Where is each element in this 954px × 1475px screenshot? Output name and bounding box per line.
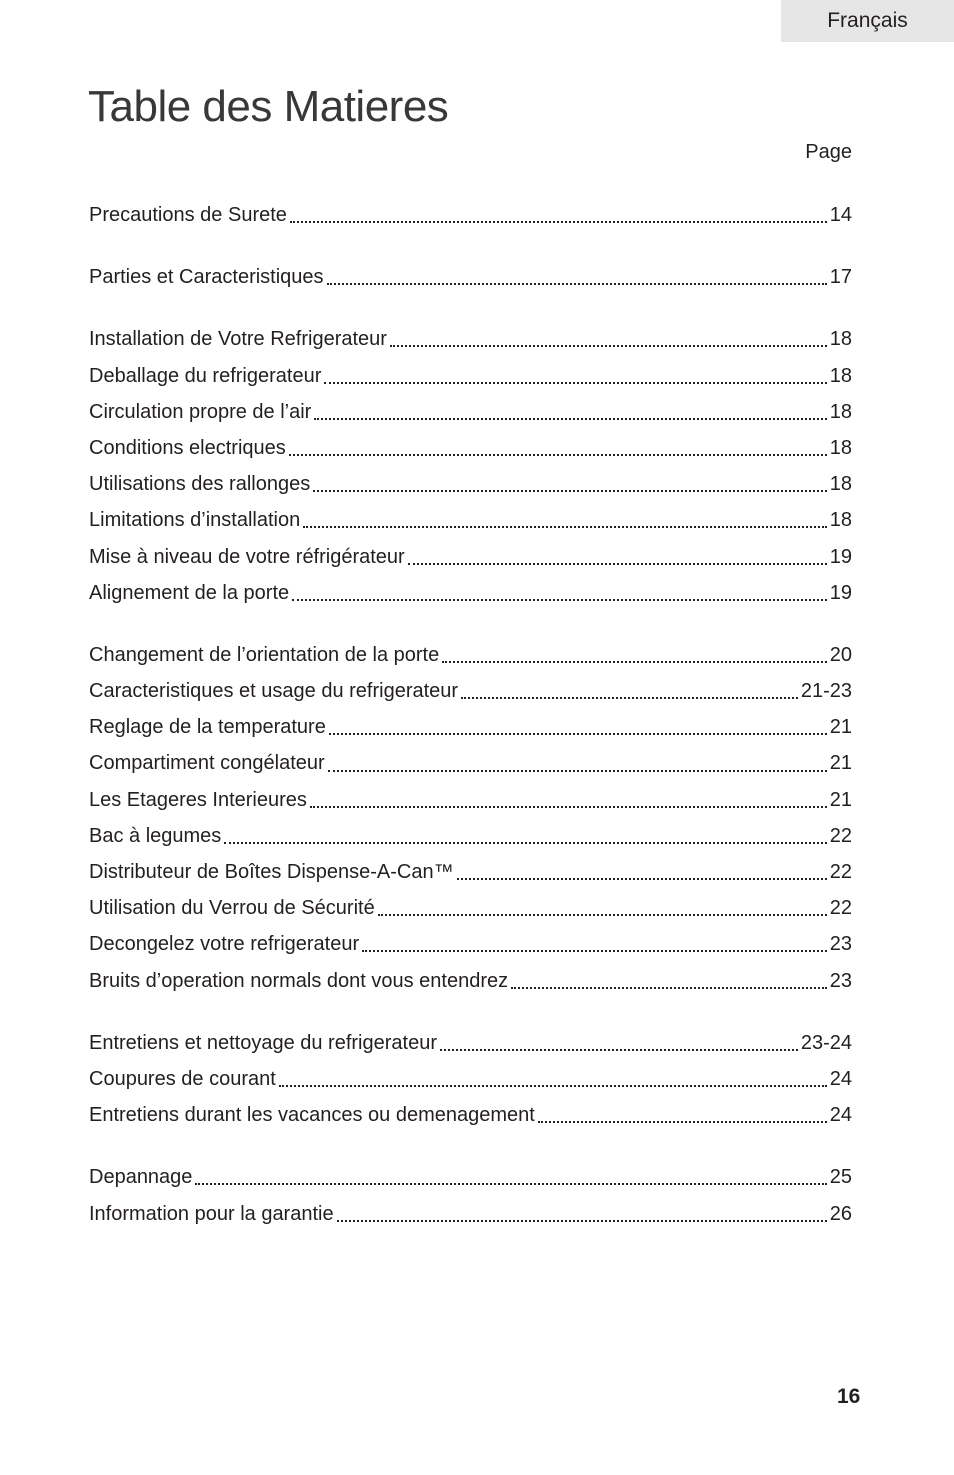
toc-entry-page: 18: [829, 509, 852, 532]
toc-entry-page: 19: [829, 545, 852, 568]
dot-leader: [461, 697, 798, 699]
toc-entry[interactable]: [89, 358, 852, 394]
toc-entry-label: Utilisation du Verrou de Sécurité: [89, 897, 375, 920]
toc-section: [89, 1159, 852, 1231]
dot-leader: [442, 661, 827, 663]
toc-entry[interactable]: [89, 575, 852, 611]
dot-leader: [457, 878, 827, 880]
toc-entry-label: Depannage: [89, 1166, 193, 1189]
toc-entry-page: 25: [829, 1166, 852, 1189]
toc-entry-label: Installation de Votre Refrigerateur: [89, 328, 387, 351]
toc-entry[interactable]: [89, 1097, 852, 1133]
toc-entry-page: 23: [829, 969, 852, 992]
dot-leader: [303, 526, 827, 528]
toc-entry-page: 18: [829, 436, 852, 459]
toc-entry-page: 18: [829, 364, 852, 387]
toc-entry-page: 22: [829, 824, 852, 847]
toc-entry-page: 21-23: [800, 680, 852, 703]
dot-leader: [329, 733, 827, 735]
toc-entry-page: 21: [829, 788, 852, 811]
toc-entry[interactable]: [89, 926, 852, 962]
toc-entry-page: 19: [829, 581, 852, 604]
language-label: Français: [827, 9, 908, 32]
dot-leader: [292, 599, 827, 601]
toc-section: [89, 259, 852, 295]
dot-leader: [378, 914, 827, 916]
dot-leader: [328, 770, 827, 772]
page-title: Table des Matieres: [88, 82, 449, 131]
toc-entry[interactable]: [89, 709, 852, 745]
dot-leader: [324, 382, 826, 384]
toc-entry-page: 23: [829, 933, 852, 956]
toc-entry-label: Coupures de courant: [89, 1067, 276, 1090]
dot-leader: [337, 1220, 827, 1222]
table-of-contents: [89, 197, 852, 1258]
toc-entry-label: Deballage du refrigerateur: [89, 364, 322, 387]
toc-entry-label: Parties et Caracteristiques: [89, 266, 324, 289]
dot-leader: [314, 418, 826, 420]
dot-leader: [289, 454, 827, 456]
toc-entry[interactable]: [89, 466, 852, 502]
toc-entry-label: Entretiens et nettoyage du refrigerateur: [89, 1031, 437, 1054]
toc-entry-label: Entretiens durant les vacances ou demenagement: [89, 1104, 535, 1127]
toc-entry-page: 21: [829, 752, 852, 775]
toc-entry[interactable]: [89, 782, 852, 818]
dot-leader: [538, 1121, 827, 1123]
toc-entry-label: Precautions de Surete: [89, 204, 287, 226]
toc-entry-page: 24: [829, 1104, 852, 1127]
toc-entry-page: 21: [829, 716, 852, 739]
toc-section: [89, 197, 852, 233]
toc-entry[interactable]: [89, 321, 852, 357]
dot-leader: [224, 842, 826, 844]
toc-entry[interactable]: [89, 539, 852, 575]
dot-leader: [362, 950, 827, 952]
dot-leader: [195, 1183, 826, 1185]
toc-entry-page: 26: [829, 1202, 852, 1225]
toc-entry[interactable]: [89, 890, 852, 926]
page-number: 16: [837, 1385, 861, 1408]
toc-entry[interactable]: [89, 745, 852, 781]
toc-entry[interactable]: [89, 854, 852, 890]
toc-entry[interactable]: [89, 259, 852, 295]
toc-entry-page: 14: [829, 204, 852, 226]
dot-leader: [310, 806, 827, 808]
toc-entry-label: Compartiment congélateur: [89, 752, 325, 775]
dot-leader: [408, 563, 827, 565]
dot-leader: [279, 1085, 827, 1087]
dot-leader: [390, 345, 827, 347]
toc-entry-label: Decongelez votre refrigerateur: [89, 933, 360, 956]
toc-entry-page: 18: [829, 400, 852, 423]
toc-entry-label: Utilisations des rallonges: [89, 473, 311, 496]
dot-leader: [290, 221, 827, 223]
toc-entry[interactable]: [89, 197, 852, 233]
toc-entry-label: Mise à niveau de votre réfrigérateur: [89, 545, 405, 568]
toc-entry-page: 20: [829, 643, 852, 666]
dot-leader: [511, 987, 827, 989]
dot-leader: [440, 1049, 798, 1051]
toc-entry-label: Conditions electriques: [89, 436, 286, 459]
toc-entry[interactable]: [89, 1159, 852, 1195]
toc-entry[interactable]: [89, 673, 852, 709]
toc-entry[interactable]: [89, 1025, 852, 1061]
toc-entry-page: 22: [829, 897, 852, 920]
toc-entry[interactable]: [89, 1196, 852, 1232]
dot-leader: [327, 283, 827, 285]
toc-entry-label: Reglage de la temperature: [89, 716, 326, 739]
toc-entry-label: Alignement de la porte: [89, 581, 290, 604]
toc-entry-page: 17: [829, 266, 852, 289]
language-tab: [781, 0, 954, 42]
toc-section: [89, 1025, 852, 1134]
toc-entry-label: Les Etageres Interieures: [89, 788, 307, 811]
toc-entry-page: 24: [829, 1067, 852, 1090]
toc-entry-page: 18: [829, 473, 852, 496]
toc-entry-label: Caracteristiques et usage du refrigerateur: [89, 680, 459, 703]
toc-entry-label: Information pour la garantie: [89, 1202, 334, 1225]
toc-entry[interactable]: [89, 963, 852, 999]
toc-entry[interactable]: [89, 394, 852, 430]
toc-entry-label: Bruits d’operation normals dont vous entendrez: [89, 969, 509, 992]
toc-entry-page: 23-24: [800, 1031, 852, 1054]
toc-entry-label: Changement de l’orientation de la porte: [89, 643, 440, 666]
toc-entry[interactable]: [89, 637, 852, 673]
toc-entry-label: Distributeur de Boîtes Dispense-A-Can™: [89, 861, 454, 883]
toc-entry-label: Circulation propre de l’air: [89, 400, 312, 423]
toc-entry-page: 18: [829, 328, 852, 351]
toc-entry[interactable]: [89, 430, 852, 466]
toc-section: [89, 321, 852, 611]
toc-entry-page: 22: [829, 861, 852, 883]
page-column-label: Page: [805, 141, 852, 163]
dot-leader: [313, 490, 827, 492]
toc-entry[interactable]: [89, 502, 852, 538]
toc-section: [89, 637, 852, 999]
toc-entry-label: Limitations d’installation: [89, 509, 301, 532]
toc-entry[interactable]: [89, 1061, 852, 1097]
toc-entry[interactable]: [89, 818, 852, 854]
toc-entry-label: Bac à legumes: [89, 824, 222, 847]
